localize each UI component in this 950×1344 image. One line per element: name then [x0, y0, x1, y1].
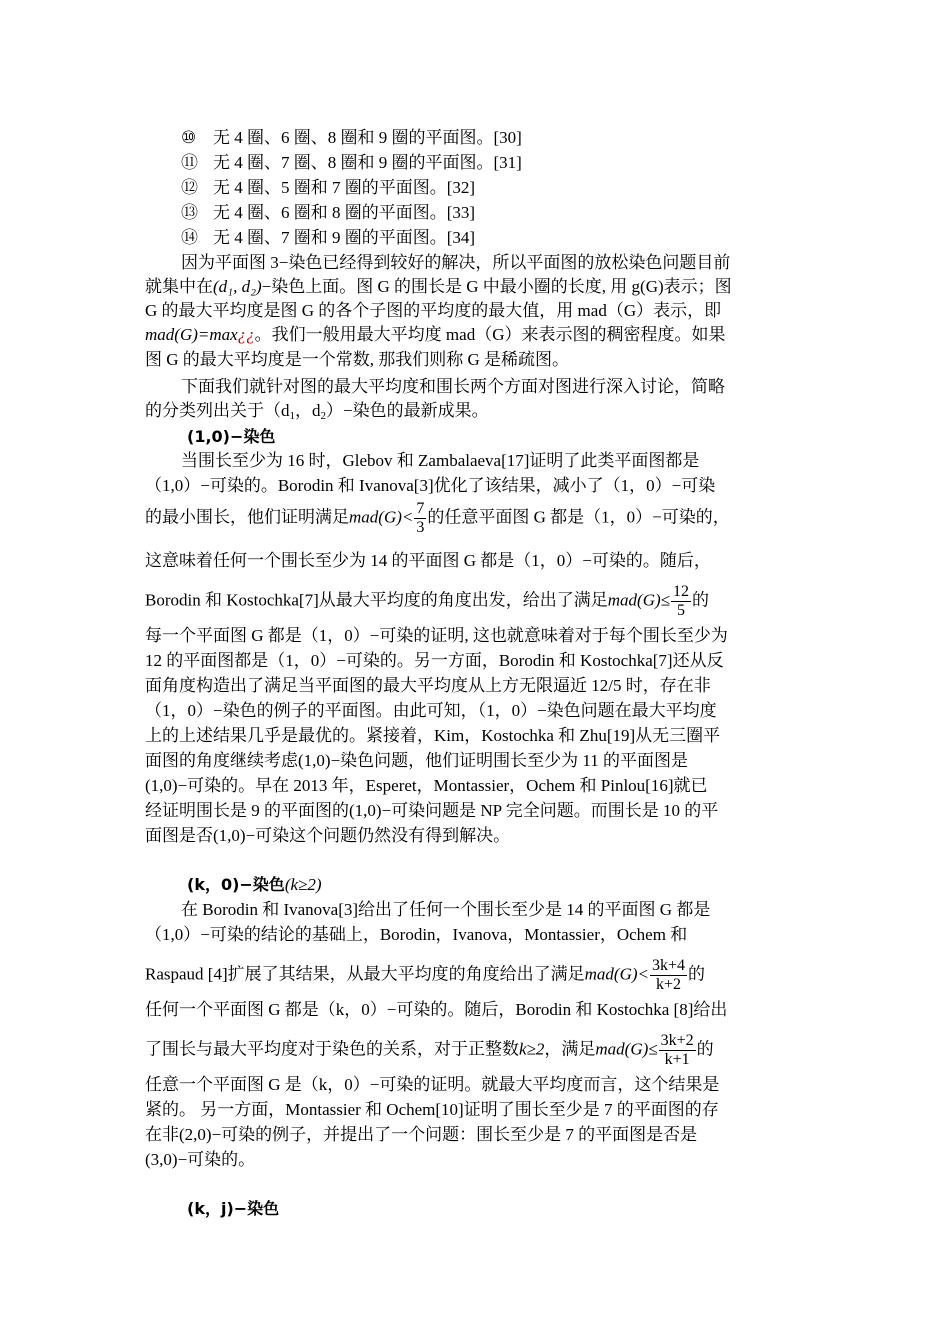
- paragraph-line: (1,0)−可染的。早在 2013 年，Esperet，Montassier，Ochem 和 Pinlou[16]就已: [145, 776, 708, 795]
- paragraph-line: （1,0）−可染的结论的基础上，Borodin，Ivanova，Montassier，Ochem 和: [145, 925, 688, 944]
- math-inline: mad(G)≤: [595, 1039, 658, 1059]
- paragraph-line: 每一个平面图 G 都是（1，0）−可染的证明, 这也就意味着对于每个围长至少为: [145, 626, 728, 645]
- paragraph-line: Borodin 和 Kostochka[7]从最大平均度的角度出发，给出了满足mad(G)≤ $\frac{12}{5}$ 的: [145, 583, 709, 619]
- list-item: ⑩ 无 4 圈、6 圈、8 圈和 9 圈的平面图。[30]: [181, 128, 522, 147]
- paragraph-line: 紧的。 另一方面，Montassier 和 Ochem[10]证明了围长至少是 7 的平面图的存: [145, 1100, 719, 1119]
- section-heading: (k，j)−染色: [187, 1199, 280, 1218]
- math-inline: mad(G)<: [584, 964, 649, 984]
- fraction: $\frac{7}{3}$: [416, 500, 425, 536]
- list-item: ⑬ 无 4 圈、6 圈和 8 圈的平面图。[33]: [181, 203, 476, 222]
- fraction: $\frac{3k+2}{k+1}$: [660, 1032, 694, 1068]
- paragraph-line: 任意一个平面图 G 是（k，0）−可染的证明。就最大平均度而言，这个结果是: [145, 1075, 720, 1094]
- paragraph-line: 面图是否(1,0)−可染这个问题仍然没有得到解决。: [145, 826, 511, 845]
- fraction: $\frac{12}{5}$: [672, 583, 689, 619]
- list-item: ⑫ 无 4 圈、5 圈和 7 圈的平面图。[32]: [181, 178, 476, 197]
- paragraph-line: 面图的角度继续考虑(1,0)−染色问题，他们证明围长至少为 11 的平面图是: [145, 751, 689, 770]
- intro-line: mad(G)=max¿¿。我们一般用最大平均度 mad（G）来表示图的稠密程度。如果: [145, 325, 726, 344]
- paragraph-line: （1，0）−染色的例子的平面图。由此可知，（1，0）−染色问题在最大平均度: [145, 701, 717, 720]
- paragraph-line: 在非(2,0)−可染的例子，并提出了一个问题：围长至少是 7 的平面图是否是: [145, 1125, 698, 1144]
- paragraph-line: 的最小围长，他们证明满足mad(G)< $\frac{7}{3}$ 的任意平面图 G 都是（1，0）−可染的，: [145, 500, 730, 536]
- paragraph-line: 面角度构造出了满足当平面图的最大平均度从上方无限逼近 12/5 时，存在非: [145, 676, 711, 695]
- paragraph-line: 任何一个平面图 G 都是（k，0）−可染的。随后，Borodin 和 Kostochka [8]给出: [145, 1000, 728, 1019]
- math-inline: k≥2: [519, 1039, 545, 1059]
- paragraph-line: （1,0）−可染的。Borodin 和 Ivanova[3]优化了该结果，减小了（1，0）−可染: [145, 476, 716, 495]
- paragraph-line: 在 Borodin 和 Ivanova[3]给出了任何一个围长至少是 14 的平面图 G 都是: [181, 900, 711, 919]
- intro-line: 的分类列出关于（$d_1$，$d_2)-$染色的最新成果。: [145, 401, 489, 422]
- list-item: ⑭ 无 4 圈、7 圈和 9 圈的平面图。[34]: [181, 228, 476, 247]
- intro-line: 因为平面图 3−染色已经得到较好的解决，所以平面图的放松染色问题目前: [181, 253, 731, 272]
- math-inline: mad(G)≤: [607, 590, 670, 610]
- math-inline: mad(G)=max: [145, 325, 238, 344]
- intro-line: 就集中在(d₁, d₂)−染色上面。图 G 的围长是 G 中最小圈的长度, 用 g(G)表示；图: [145, 277, 732, 296]
- math-inline: mad(G)<: [349, 507, 414, 527]
- paragraph-line: 当围长至少为 16 时，Glebov 和 Zambalaeva[17]证明了此类平面图都是: [181, 451, 700, 470]
- section-heading: (1,0)−染色: [187, 427, 276, 446]
- intro-line: G 的最大平均度是图 G 的各个子图的平均度的最大值，用 mad（G）表示，即: [145, 301, 722, 320]
- math-inline: (d₁, d₂): [213, 277, 262, 296]
- list-item: ⑪ 无 4 圈、7 圈、8 圈和 9 圈的平面图。[31]: [181, 153, 522, 172]
- paragraph-line: (3,0)−可染的。: [145, 1150, 256, 1169]
- math-inline: (k≥2): [284, 875, 322, 894]
- paragraph-line: 经证明围长是 9 的平面图的(1,0)−可染问题是 NP 完全问题。而围长是 10 的平: [145, 801, 719, 820]
- intro-line: 图 G 的最大平均度是一个常数, 那我们则称 G 是稀疏图。: [145, 350, 570, 369]
- paragraph-line: 上的上述结果几乎是最优的。紧接着，Kim，Kostochka 和 Zhu[19]从无三圈平: [145, 726, 721, 745]
- paragraph-line: 这意味着任何一个围长至少为 14 的平面图 G 都是（1，0）−可染的。随后，: [145, 551, 711, 570]
- paragraph-line: Raspaud [4]扩展了其结果，从最大平均度的角度给出了满足mad(G)< $\frac{3k+4}{k+2}$ 的: [145, 957, 706, 993]
- intro-line: 下面我们就针对图的最大平均度和围长两个方面对图进行深入讨论，简略: [181, 377, 725, 396]
- paragraph-line: 了围长与最大平均度对于染色的关系，对于正整数k≥2，满足mad(G)≤ $\frac{3k+2}{k+1}$ 的: [145, 1032, 714, 1068]
- paragraph-line: 12 的平面图都是（1，0）−可染的。另一方面，Borodin 和 Kostochka[7]还从反: [145, 651, 724, 670]
- fraction: $\frac{3k+4}{k+2}$: [651, 957, 686, 993]
- render-error-glyph: ¿¿: [237, 325, 255, 344]
- section-heading: (k，0)−染色(k≥2): [187, 875, 322, 894]
